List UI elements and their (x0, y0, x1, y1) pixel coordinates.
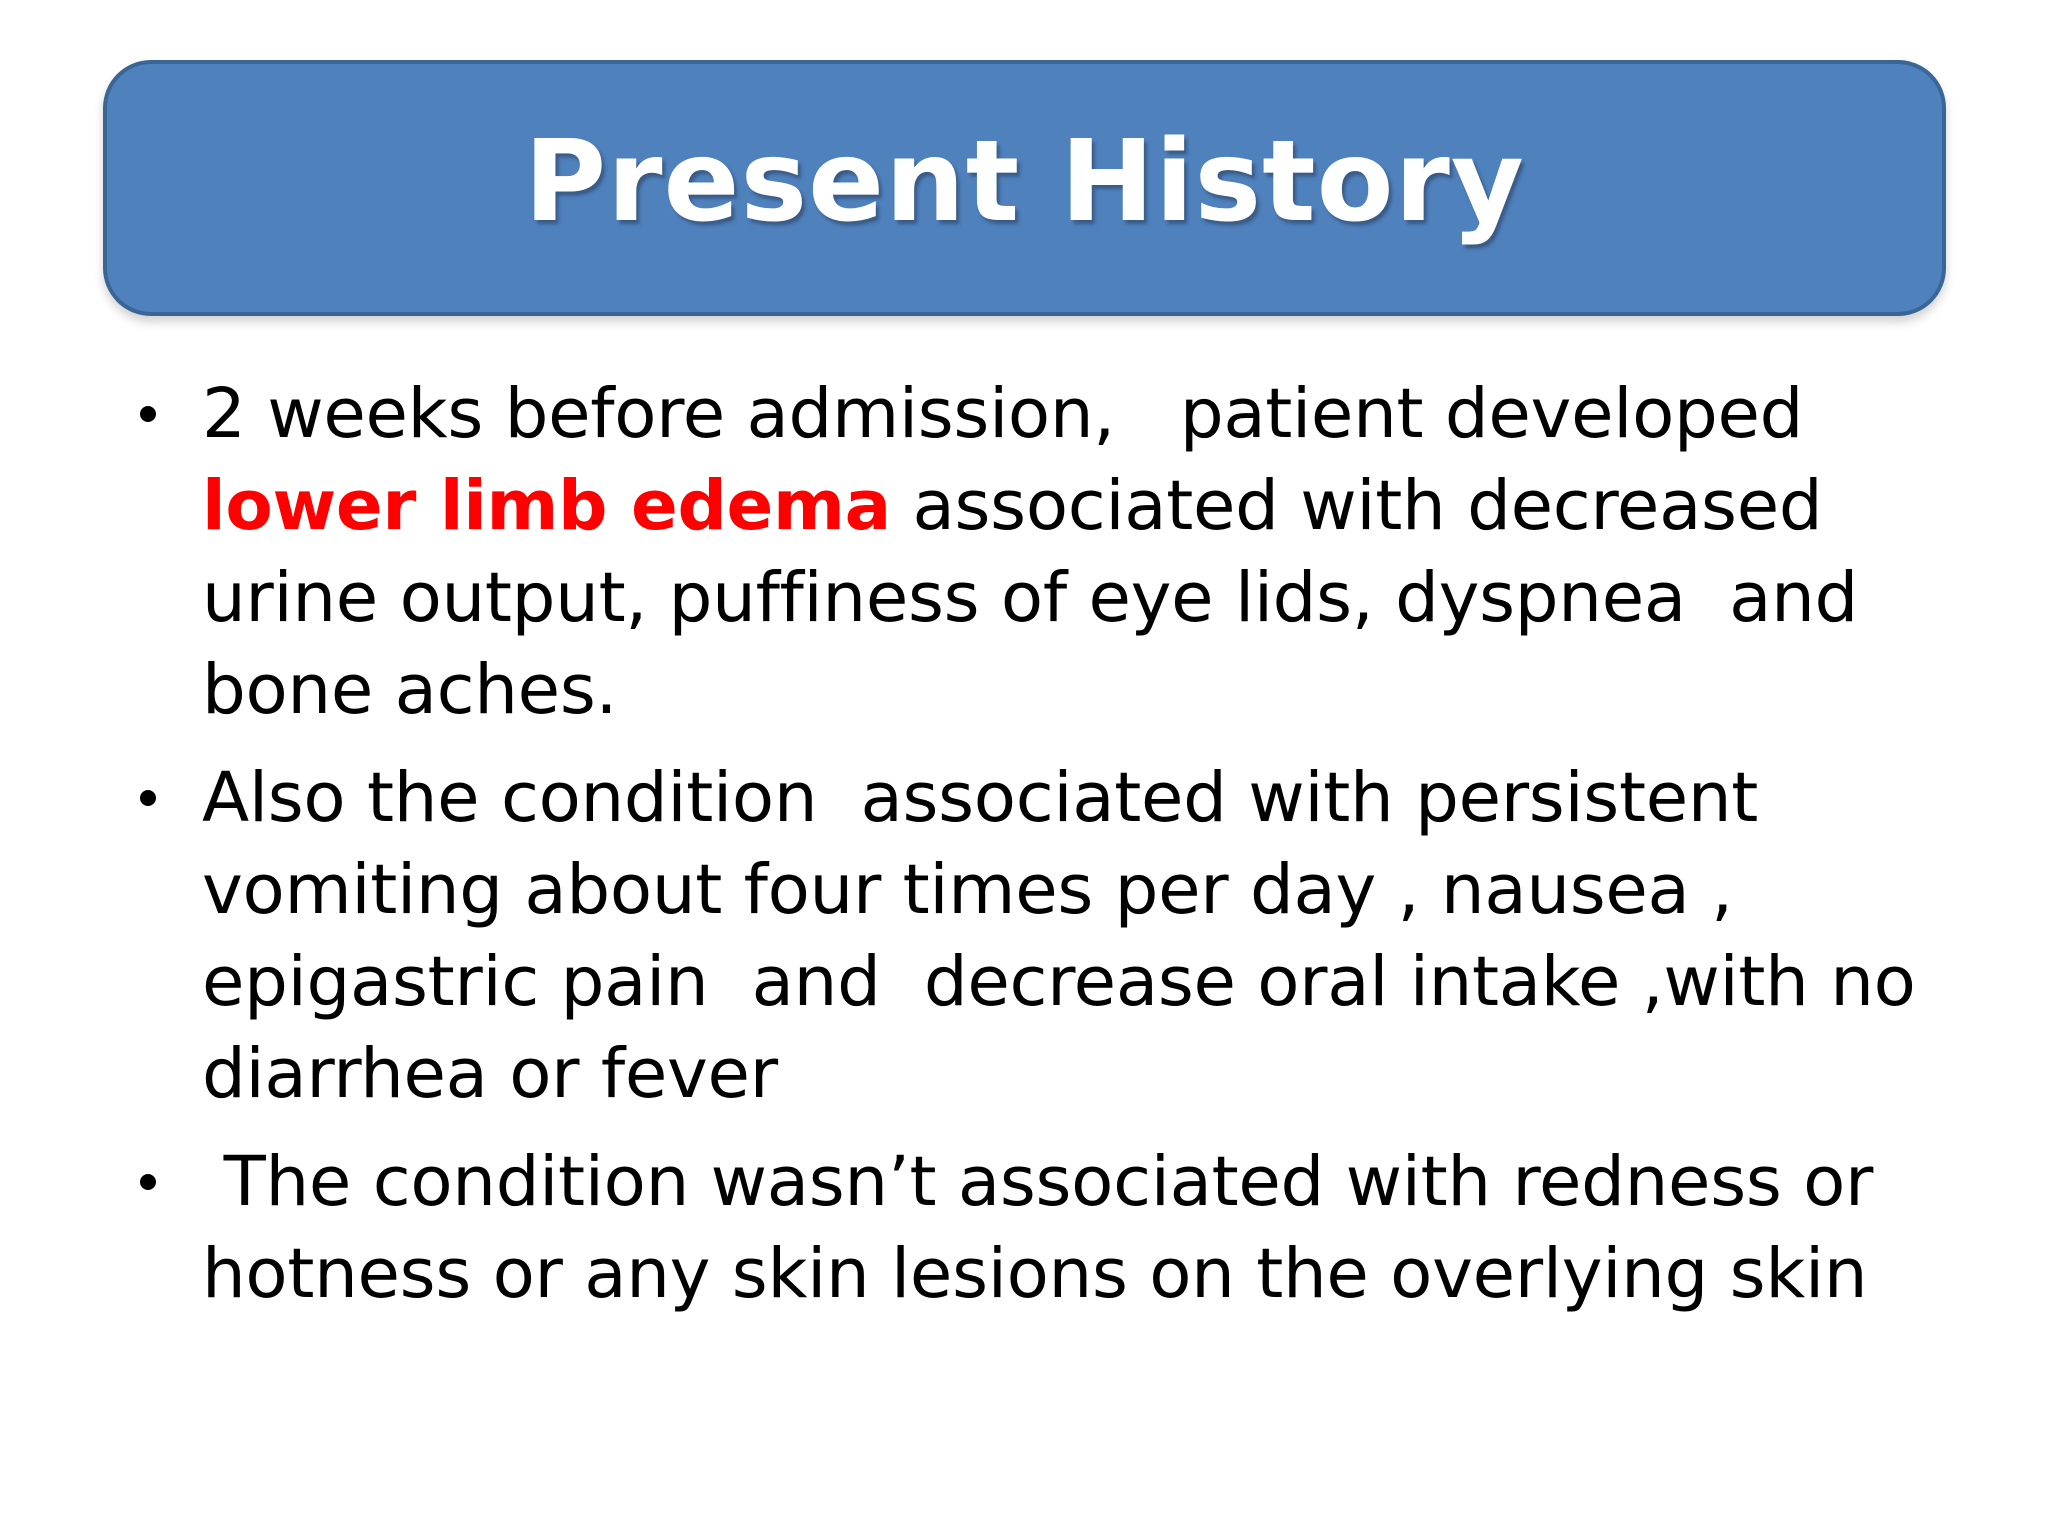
slide-title: Present History (524, 117, 1525, 247)
bullet-item (120, 368, 1950, 736)
bullet-text: 2 weeks before admission, patient developed (202, 374, 1804, 454)
bullet-text: The condition wasn’t associated with redness or (202, 1142, 1874, 1222)
bullet-dot-icon (128, 368, 168, 460)
bullet-dot-icon (128, 1136, 168, 1228)
bullet-item (120, 752, 1950, 1120)
bullet-text: Also the condition associated with persistent (202, 758, 1759, 838)
bullet-item (120, 1136, 1950, 1320)
bullet-text: diarrhea or fever (202, 1034, 778, 1114)
bullet-text: urine output, puffiness of eye lids, dyspnea and (202, 558, 1859, 638)
bullet-dot-icon (128, 752, 168, 844)
title-banner (103, 60, 1946, 316)
bullet-text: associated with decreased (890, 466, 1823, 546)
bullet-list (120, 368, 1950, 1336)
bullet-text: bone aches. (202, 650, 618, 730)
bullet-text: hotness or any skin lesions on the overlying skin (202, 1234, 1868, 1314)
highlighted-text: lower limb edema (202, 466, 891, 546)
bullet-text: epigastric pain and decrease oral intake ,with no (202, 942, 1916, 1022)
bullet-text: vomiting about four times per day , nausea , (202, 850, 1733, 930)
